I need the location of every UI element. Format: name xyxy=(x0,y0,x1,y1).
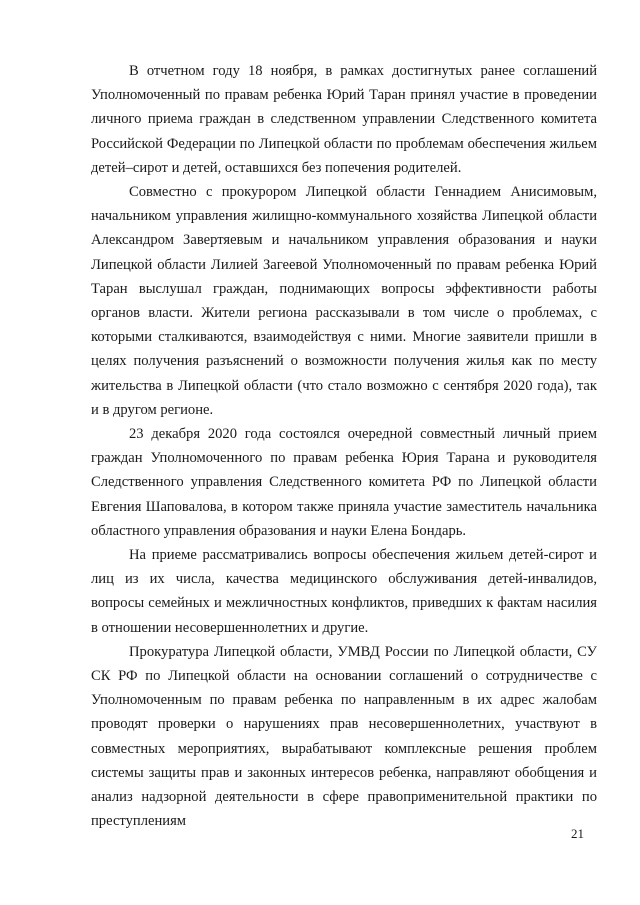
document-body xyxy=(91,59,597,834)
paragraph-joint-reception: Совместно с прокурором Липецкой области Геннадием Анисимовым, начальником управления жилищно-коммунального хозяйства Липецкой области Александром Завертяевым и начальником управления образования и науки Липецкой области Лилией Загеевой Уполномоченный по правам ребенка Юрий Таран выслушал граждан, поднимающих вопросы эффективности работы органов власти. Жители региона рассказывали в том числе о проблемах, с которыми сталкиваются, взаимодействуя с ними. Многие заявители пришли в целях получения разъяснений о возможности получения жилья как по месту жительства в Липецкой области (что стало возможно с сентября 2020 года), так и в другом регионе. xyxy=(91,184,597,418)
paragraph-cooperation-agencies: Прокуратура Липецкой области, УМВД России по Липецкой области, СУ СК РФ по Липецкой области на основании соглашений о сотрудничестве с Уполномоченным по правам ребенка по направленным в их адрес жалобам проводят проверки о нарушениях прав несовершеннолетних, участвуют в совместных мероприятиях, вырабатывают комплексные решения проблем системы защиты прав и законных интересов ребенка, направляют обобщения и анализ надзорной деятельности в сфере правоприменительной практики по преступлениям xyxy=(91,643,597,830)
paragraph-meeting-november: В отчетном году 18 ноября, в рамках достигнутых ранее соглашений Уполномоченный по правам ребенка Юрий Таран принял участие в проведении личного приема граждан в следственном управлении Следственного комитета Российской Федерации по Липецкой области по проблемам обеспечения жильем детей–сирот и детей, оставшихся без попечения родителей. xyxy=(91,63,597,176)
page-number: 21 xyxy=(571,826,584,841)
paragraph-december-reception: 23 декабря 2020 года состоялся очередной совместный личный прием граждан Уполномоченного по правам ребенка Юрия Тарана и руководителя Следственного управления Следственного комитета РФ по Липецкой области Евгения Шаповалова, в котором также приняла участие заместитель начальника областного управления образования и науки Елена Бондарь. xyxy=(91,426,597,539)
paragraph-reception-topics: На приеме рассматривались вопросы обеспечения жильем детей-сирот и лиц из их числа, качества медицинского обслуживания детей-инвалидов, вопросы семейных и межличностных конфликтов, приведших к фактам насилия в отношении несовершеннолетних и другие. xyxy=(91,547,597,636)
